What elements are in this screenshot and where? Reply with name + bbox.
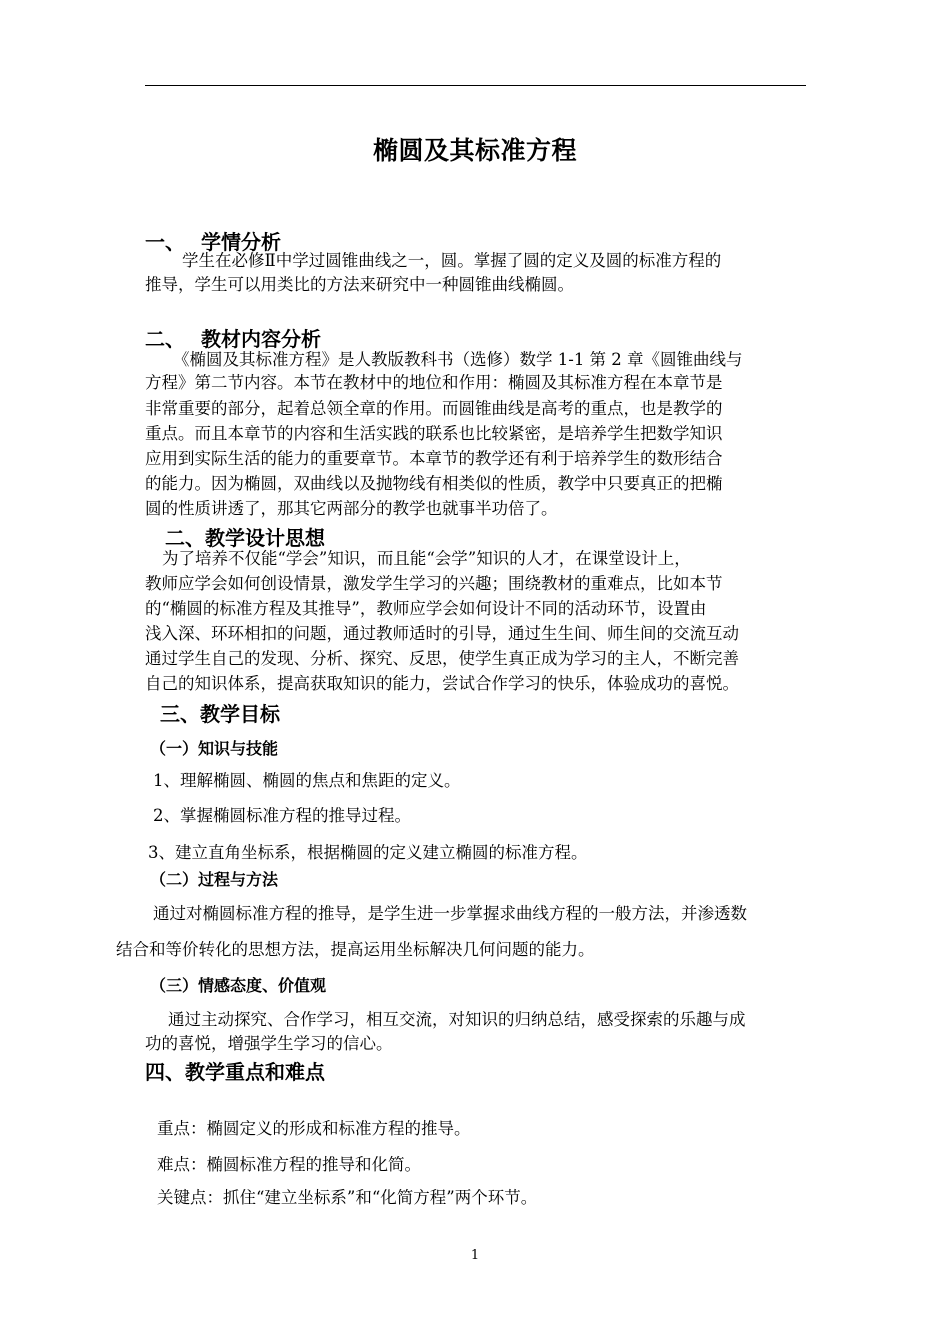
paragraph-line: 浅入深、环环相扣的问题，通过教师适时的引导，通过生生间、师生间的交流互动 <box>145 624 739 643</box>
subsection-heading-knowledge: （一）知识与技能 <box>150 739 279 758</box>
document-title: 椭圆及其标准方程 <box>372 136 577 165</box>
header-rule <box>145 85 806 86</box>
subsection-heading-attitude: （三）情感态度、价值观 <box>150 976 327 995</box>
paragraph-line: 功的喜悦，增强学生学习的信心。 <box>145 1034 393 1053</box>
paragraph-line: 通过对椭圆标准方程的推导，是学生进一步掌握求曲线方程的一般方法，并渗透数 <box>153 904 747 923</box>
paragraph-line: 推导，学生可以用类比的方法来研究中一种圆锥曲线椭圆。 <box>145 275 574 294</box>
list-item: 3、建立直角坐标系，根据椭圆的定义建立椭圆的标准方程。 <box>148 843 588 862</box>
paragraph-line: 教师应学会如何创设情景，激发学生学习的兴趣；围绕教材的重难点，比如本节 <box>145 574 723 593</box>
section-heading-design-idea: 二、教学设计思想 <box>165 526 325 550</box>
paragraph-line: 方程》第二节内容。本节在教材中的地位和作用：椭圆及其标准方程在本章节是 <box>145 373 723 392</box>
paragraph-line: 通过主动探究、合作学习，相互交流，对知识的归纳总结，感受探索的乐趣与成 <box>168 1010 746 1029</box>
paragraph-line: 为了培养不仅能“学会”知识，而且能“会学”知识的人才，在课堂设计上， <box>162 549 691 568</box>
section-number: 二、 <box>145 327 185 351</box>
paragraph-line: 的“椭圆的标准方程及其推导”，教师应学会如何设计不同的活动环节，设置由 <box>145 599 707 618</box>
section-number: 一、 <box>145 230 185 254</box>
section-heading-objectives: 三、教学目标 <box>160 702 280 726</box>
list-item: 2、掌握椭圆标准方程的推导过程。 <box>153 806 411 825</box>
paragraph-line: 应用到实际生活的能力的重要章节。本章节的教学还有利于培养学生的数形结合 <box>145 449 723 468</box>
paragraph-line: 重点。而且本章节的内容和生活实践的联系也比较紧密，是培养学生把数学知识 <box>145 424 723 443</box>
crux-point-line: 关键点：抓住“建立坐标系”和“化简方程”两个环节。 <box>157 1188 538 1207</box>
list-item: 1、理解椭圆、椭圆的焦点和焦距的定义。 <box>153 771 461 790</box>
section-heading-key-points: 四、教学重点和难点 <box>145 1060 325 1084</box>
paragraph-line: 学生在必修Ⅱ中学过圆锥曲线之一，圆。掌握了圆的定义及圆的标准方程的 <box>182 251 722 270</box>
paragraph-line: 的能力。因为椭圆，双曲线以及抛物线有相类似的性质，教学中只要真正的把椭 <box>145 474 723 493</box>
difficult-point-line: 难点：椭圆标准方程的推导和化简。 <box>157 1155 421 1174</box>
subsection-heading-process: （二）过程与方法 <box>150 870 279 889</box>
section-title: 学情分析 <box>201 230 281 254</box>
paragraph-line: 非常重要的部分，起着总领全章的作用。而圆锥曲线是高考的重点，也是教学的 <box>145 399 723 418</box>
page-number: 1 <box>470 1248 480 1263</box>
section-title: 教材内容分析 <box>201 327 321 351</box>
paragraph-line: 自己的知识体系，提高获取知识的能力，尝试合作学习的快乐，体验成功的喜悦。 <box>145 674 739 693</box>
paragraph-line: 圆的性质讲透了，那其它两部分的教学也就事半功倍了。 <box>145 499 558 518</box>
key-point-line: 重点：椭圆定义的形成和标准方程的推导。 <box>157 1119 471 1138</box>
paragraph-line: 通过学生自己的发现、分析、探究、反思，使学生真正成为学习的主人，不断完善 <box>145 649 739 668</box>
paragraph-line: 《椭圆及其标准方程》是人教版教科书（选修）数学 1-1 第 2 章《圆锥曲线与 <box>173 350 743 369</box>
paragraph-line: 结合和等价转化的思想方法，提高运用坐标解决几何问题的能力。 <box>116 940 595 959</box>
